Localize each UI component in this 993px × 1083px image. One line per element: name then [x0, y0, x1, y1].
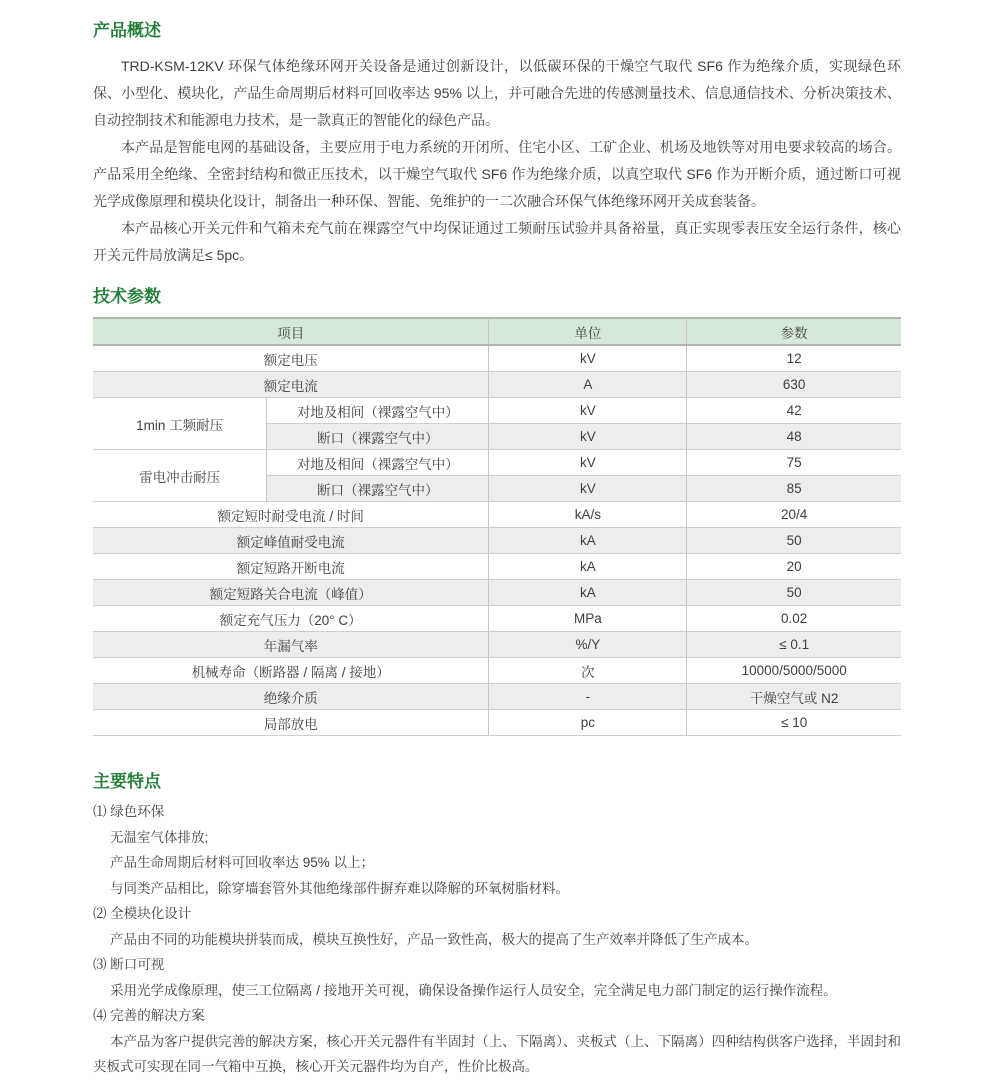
feature-heading: ⑵ 全模块化设计 — [93, 906, 192, 921]
cell-value: 12 — [687, 345, 901, 372]
spec-table — [93, 317, 901, 736]
cell-unit: kV — [489, 476, 687, 502]
cell-unit: pc — [489, 710, 687, 736]
cell-value: 75 — [687, 450, 901, 476]
cell-item: 绝缘介质 — [93, 684, 489, 710]
feature-item-visible-break — [93, 952, 901, 1003]
section-product-overview — [93, 21, 901, 269]
feature-line: 产品生命周期后材料可回收率达 95% 以上； — [110, 855, 375, 870]
cell-unit: kA — [489, 528, 687, 554]
cell-value: 50 — [687, 580, 901, 606]
cell-item: 额定电压 — [93, 345, 489, 372]
table-row — [93, 398, 901, 424]
feature-item-modular — [93, 901, 901, 952]
cell-value: 48 — [687, 424, 901, 450]
cell-item-merged: 雷电冲击耐压 — [93, 450, 267, 502]
tech-section-title: 技术参数 — [93, 287, 161, 306]
cell-unit: kV — [489, 398, 687, 424]
overview-paragraph: TRD-KSM-12KV 环保气体绝缘环网开关设备是通过创新设计，以低碳环保的干燥空气取代 SF6 作为绝缘介质，实现绿色环保、小型化、模块化，产品生命周期后材料可回收率达 95% 以上，并可融合先进的传感测量技术、信息通信技术、分析决策技术、自动控制技术和能源电力技术，是一款真正的智能化的绿色产品。 — [93, 58, 901, 128]
feature-line: 本产品为客户提供完善的解决方案，核心开关元器件有半固封（上、下隔离）、夹板式（上、下隔离）四种结构供客户选择，半固封和夹板式可实现在同一气箱中互换，核心开关元器件均为自产，性价比极高。 — [93, 1033, 901, 1074]
table-row — [93, 710, 901, 736]
feature-line: 与同类产品相比，除穿墙套管外其他绝缘部件摒弃难以降解的环氧树脂材料。 — [110, 880, 569, 896]
cell-unit: kA — [489, 580, 687, 606]
cell-unit: - — [489, 684, 687, 710]
section-technical-parameters — [93, 287, 901, 736]
table-row — [93, 684, 901, 710]
feature-heading: ⑷ 完善的解决方案 — [93, 1008, 205, 1023]
cell-unit: A — [489, 372, 687, 398]
cell-item: 额定短时耐受电流 / 时间 — [93, 502, 489, 528]
table-row — [93, 580, 901, 606]
features-section-title: 主要特点 — [93, 772, 161, 791]
section-main-features — [93, 772, 901, 1080]
table-row — [93, 658, 901, 684]
cell-value: 20/4 — [687, 502, 901, 528]
cell-item: 额定短路关合电流（峰值） — [93, 580, 489, 606]
features-list — [93, 799, 901, 1080]
cell-subitem: 断口（裸露空气中） — [267, 476, 489, 502]
feature-item-green — [93, 799, 901, 901]
cell-value: 630 — [687, 372, 901, 398]
cell-value: 10000/5000/5000 — [687, 658, 901, 684]
feature-item-complete-solution — [93, 1003, 901, 1080]
cell-unit: kV — [489, 345, 687, 372]
table-row — [93, 345, 901, 372]
feature-heading: ⑴ 绿色环保 — [93, 804, 165, 819]
feature-heading: ⑶ 断口可视 — [93, 957, 165, 972]
cell-item: 额定峰值耐受电流 — [93, 528, 489, 554]
cell-item: 额定短路开断电流 — [93, 554, 489, 580]
cell-value: 85 — [687, 476, 901, 502]
feature-line: 无温室气体排放; — [110, 829, 209, 845]
overview-paragraphs — [93, 53, 901, 269]
table-row — [93, 502, 901, 528]
cell-item: 额定电流 — [93, 372, 489, 398]
cell-unit: MPa — [489, 606, 687, 632]
feature-line: 产品由不同的功能模块拼装而成，模块互换性好，产品一致性高，极大的提高了生产效率并降低了生产成本。 — [110, 931, 758, 947]
header-cell-unit: 单位 — [489, 318, 687, 345]
cell-value: ≤ 0.1 — [687, 632, 901, 658]
cell-unit: kA — [489, 554, 687, 580]
table-row — [93, 606, 901, 632]
cell-item-merged: 1min 工频耐压 — [93, 398, 267, 450]
overview-paragraph: 本产品核心开关元件和气箱未充气前在裸露空气中均保证通过工频耐压试验并具备裕量，真正实现零表压安全运行条件，核心开关元件局放满足≤ 5pc。 — [93, 220, 901, 263]
spec-table-body — [93, 345, 901, 736]
cell-unit: kV — [489, 424, 687, 450]
table-row — [93, 554, 901, 580]
feature-line: 采用光学成像原理，使三工位隔离 / 接地开关可视，确保设备操作运行人员安全，完全满足电力部门制定的运行操作流程。 — [110, 982, 837, 998]
cell-item: 机械寿命（断路器 / 隔离 / 接地） — [93, 658, 489, 684]
cell-value: 干燥空气或 N2 — [687, 684, 901, 710]
cell-unit: %/Y — [489, 632, 687, 658]
spec-table-header — [93, 318, 901, 345]
cell-subitem: 断口（裸露空气中） — [267, 424, 489, 450]
overview-paragraph: 本产品是智能电网的基础设备，主要应用于电力系统的开闭所、住宅小区、工矿企业、机场及地铁等对用电要求较高的场合。产品采用全绝缘、全密封结构和微正压技术，以干燥空气取代 SF6 作为绝缘介质，以真空取代 SF6 作为开断介质，通过断口可视光学成像原理和模块化设计，制备出一种环保、智能、免维护的一二次融合环保气体绝缘环网开关成套装备。 — [93, 139, 901, 209]
table-row — [93, 632, 901, 658]
cell-unit: kV — [489, 450, 687, 476]
cell-subitem: 对地及相间（裸露空气中） — [267, 398, 489, 424]
header-cell-value: 参数 — [687, 318, 901, 345]
cell-value: 20 — [687, 554, 901, 580]
cell-item: 额定充气压力（20° C） — [93, 606, 489, 632]
cell-value: 50 — [687, 528, 901, 554]
table-row — [93, 528, 901, 554]
header-cell-item: 项目 — [93, 318, 489, 345]
cell-value: 0.02 — [687, 606, 901, 632]
cell-item: 年漏气率 — [93, 632, 489, 658]
table-header-row — [93, 318, 901, 345]
table-row — [93, 450, 901, 476]
cell-value: ≤ 10 — [687, 710, 901, 736]
cell-unit: kA/s — [489, 502, 687, 528]
cell-item: 局部放电 — [93, 710, 489, 736]
table-row — [93, 372, 901, 398]
cell-subitem: 对地及相间（裸露空气中） — [267, 450, 489, 476]
cell-value: 42 — [687, 398, 901, 424]
cell-unit: 次 — [489, 658, 687, 684]
overview-section-title: 产品概述 — [93, 21, 161, 40]
